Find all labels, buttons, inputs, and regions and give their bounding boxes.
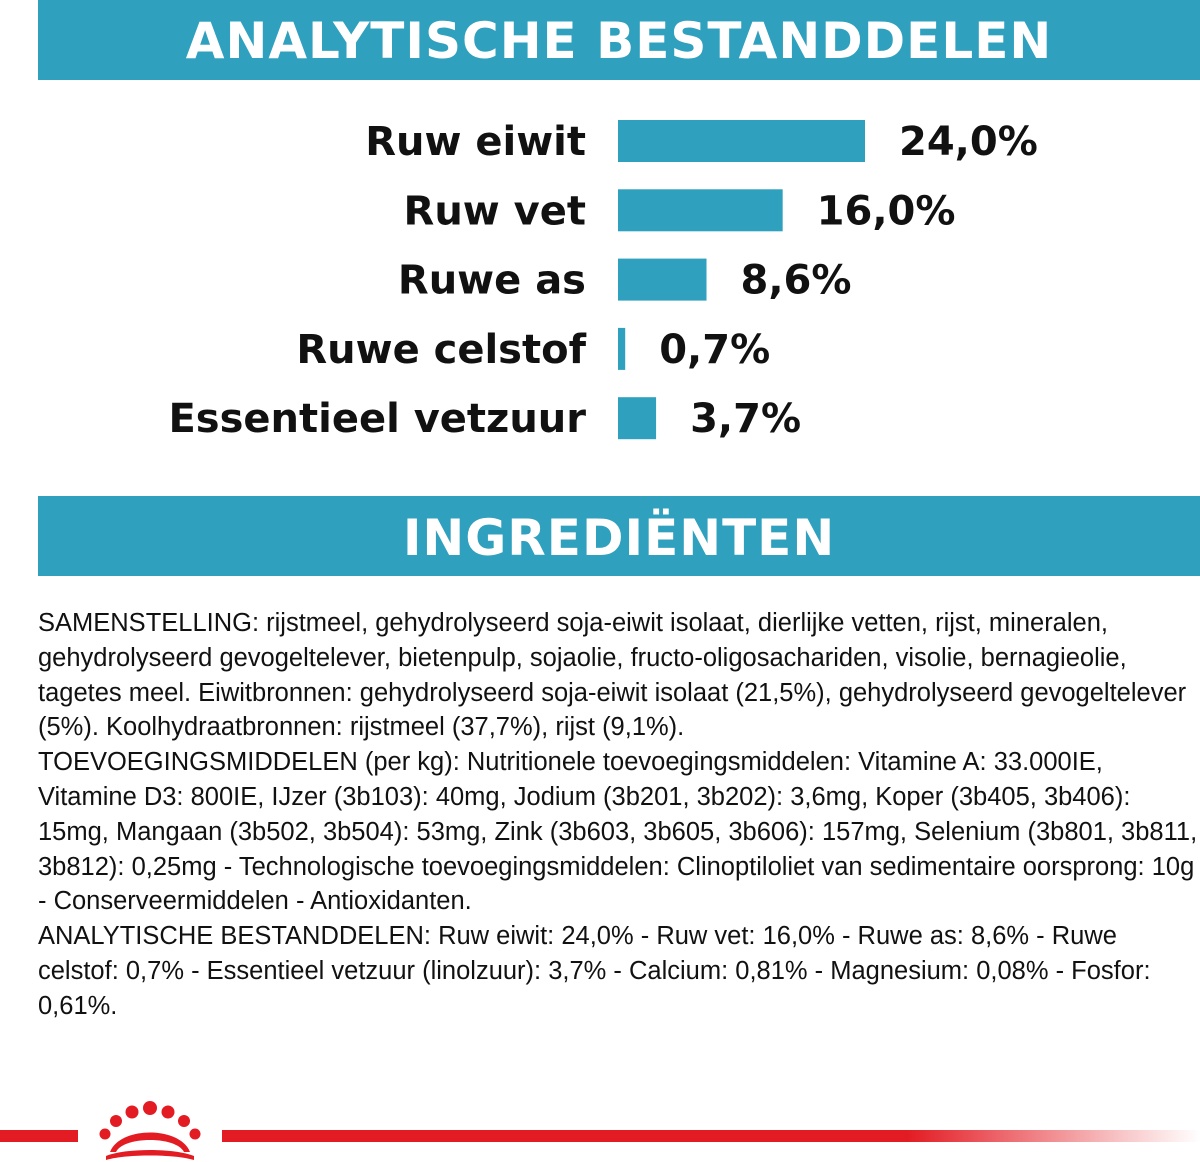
- analytics-title: ANALYTISCHE BESTANDDELEN: [185, 12, 1053, 70]
- analytics-banner: [38, 0, 1200, 80]
- footer-line-left: [0, 1130, 78, 1142]
- value-label: 8,6%: [740, 257, 852, 304]
- footer-line-right: [222, 1130, 1200, 1142]
- value-label: 3,7%: [690, 396, 802, 443]
- ingredients-title: INGREDIËNTEN: [402, 509, 836, 567]
- bar: [618, 120, 865, 162]
- category-label: Ruwe as: [397, 257, 586, 304]
- bar: [618, 189, 783, 231]
- crown-icon: [86, 1094, 214, 1162]
- value-label: 24,0%: [899, 119, 1038, 165]
- value-label: 0,7%: [659, 326, 771, 373]
- ingredients-banner: [38, 496, 1200, 576]
- additives-paragraph: TOEVOEGINGSMIDDELEN (per kg): Nutritionele toevoegingsmiddelen: Vitamine A: 33.000IE, Vitamine D3: 800IE, IJzer (3b103): 40mg, Jodium (3b201, 3b202): 3,6mg, Koper (3b405, 3b406): 15mg, Mangaan (3b502, 3b504): 53mg, Zink (3b603, 3b605, 3b606): 157mg, Selenium (3b801, 3b811, 3b812): 0,25mg - Technologische toevoegingsmiddelen: Clinoptiloliet van sedimentaire oorsprong: 10g - Conserveermiddelen - Antioxidanten.: [38, 748, 1198, 916]
- category-label: Ruw vet: [403, 188, 586, 235]
- composition-paragraph: SAMENSTELLING: rijstmeel, gehydrolyseerd soja-eiwit isolaat, dierlijke vetten, rijst, mineralen, gehydrolyseerd gevogeltelever, bietenpulp, sojaolie, fructo-oligosachariden, visolie, bernagieolie, tagetes meel. Eiwitbronnen: gehydrolyseerd soja-eiwit isolaat (21,5%), gehydrolyseerd gevogeltelever (5%). Koolhydraatbronnen: rijstmeel (37,7%), rijst (9,1%).: [38, 609, 1187, 742]
- bar: [618, 397, 656, 439]
- category-label: Ruw eiwit: [365, 119, 586, 165]
- bar: [618, 259, 707, 301]
- value-label: 16,0%: [816, 188, 956, 235]
- category-label: Essentieel vetzuur: [168, 396, 586, 443]
- category-label: Ruwe celstof: [296, 326, 586, 373]
- nutrient-bar-chart: [0, 100, 1200, 470]
- analytics-paragraph: ANALYTISCHE BESTANDDELEN: Ruw eiwit: 24,0% - Ruw vet: 16,0% - Ruwe as: 8,6% - Ruwe celstof: 0,7% - Essentieel vetzuur (linolzuur): 3,7% - Calcium: 0,81% - Magnesium: 0,08% - Fosfor: 0,61%.: [38, 922, 1151, 1020]
- bar: [618, 328, 625, 370]
- ingredients-text: [38, 606, 1200, 1024]
